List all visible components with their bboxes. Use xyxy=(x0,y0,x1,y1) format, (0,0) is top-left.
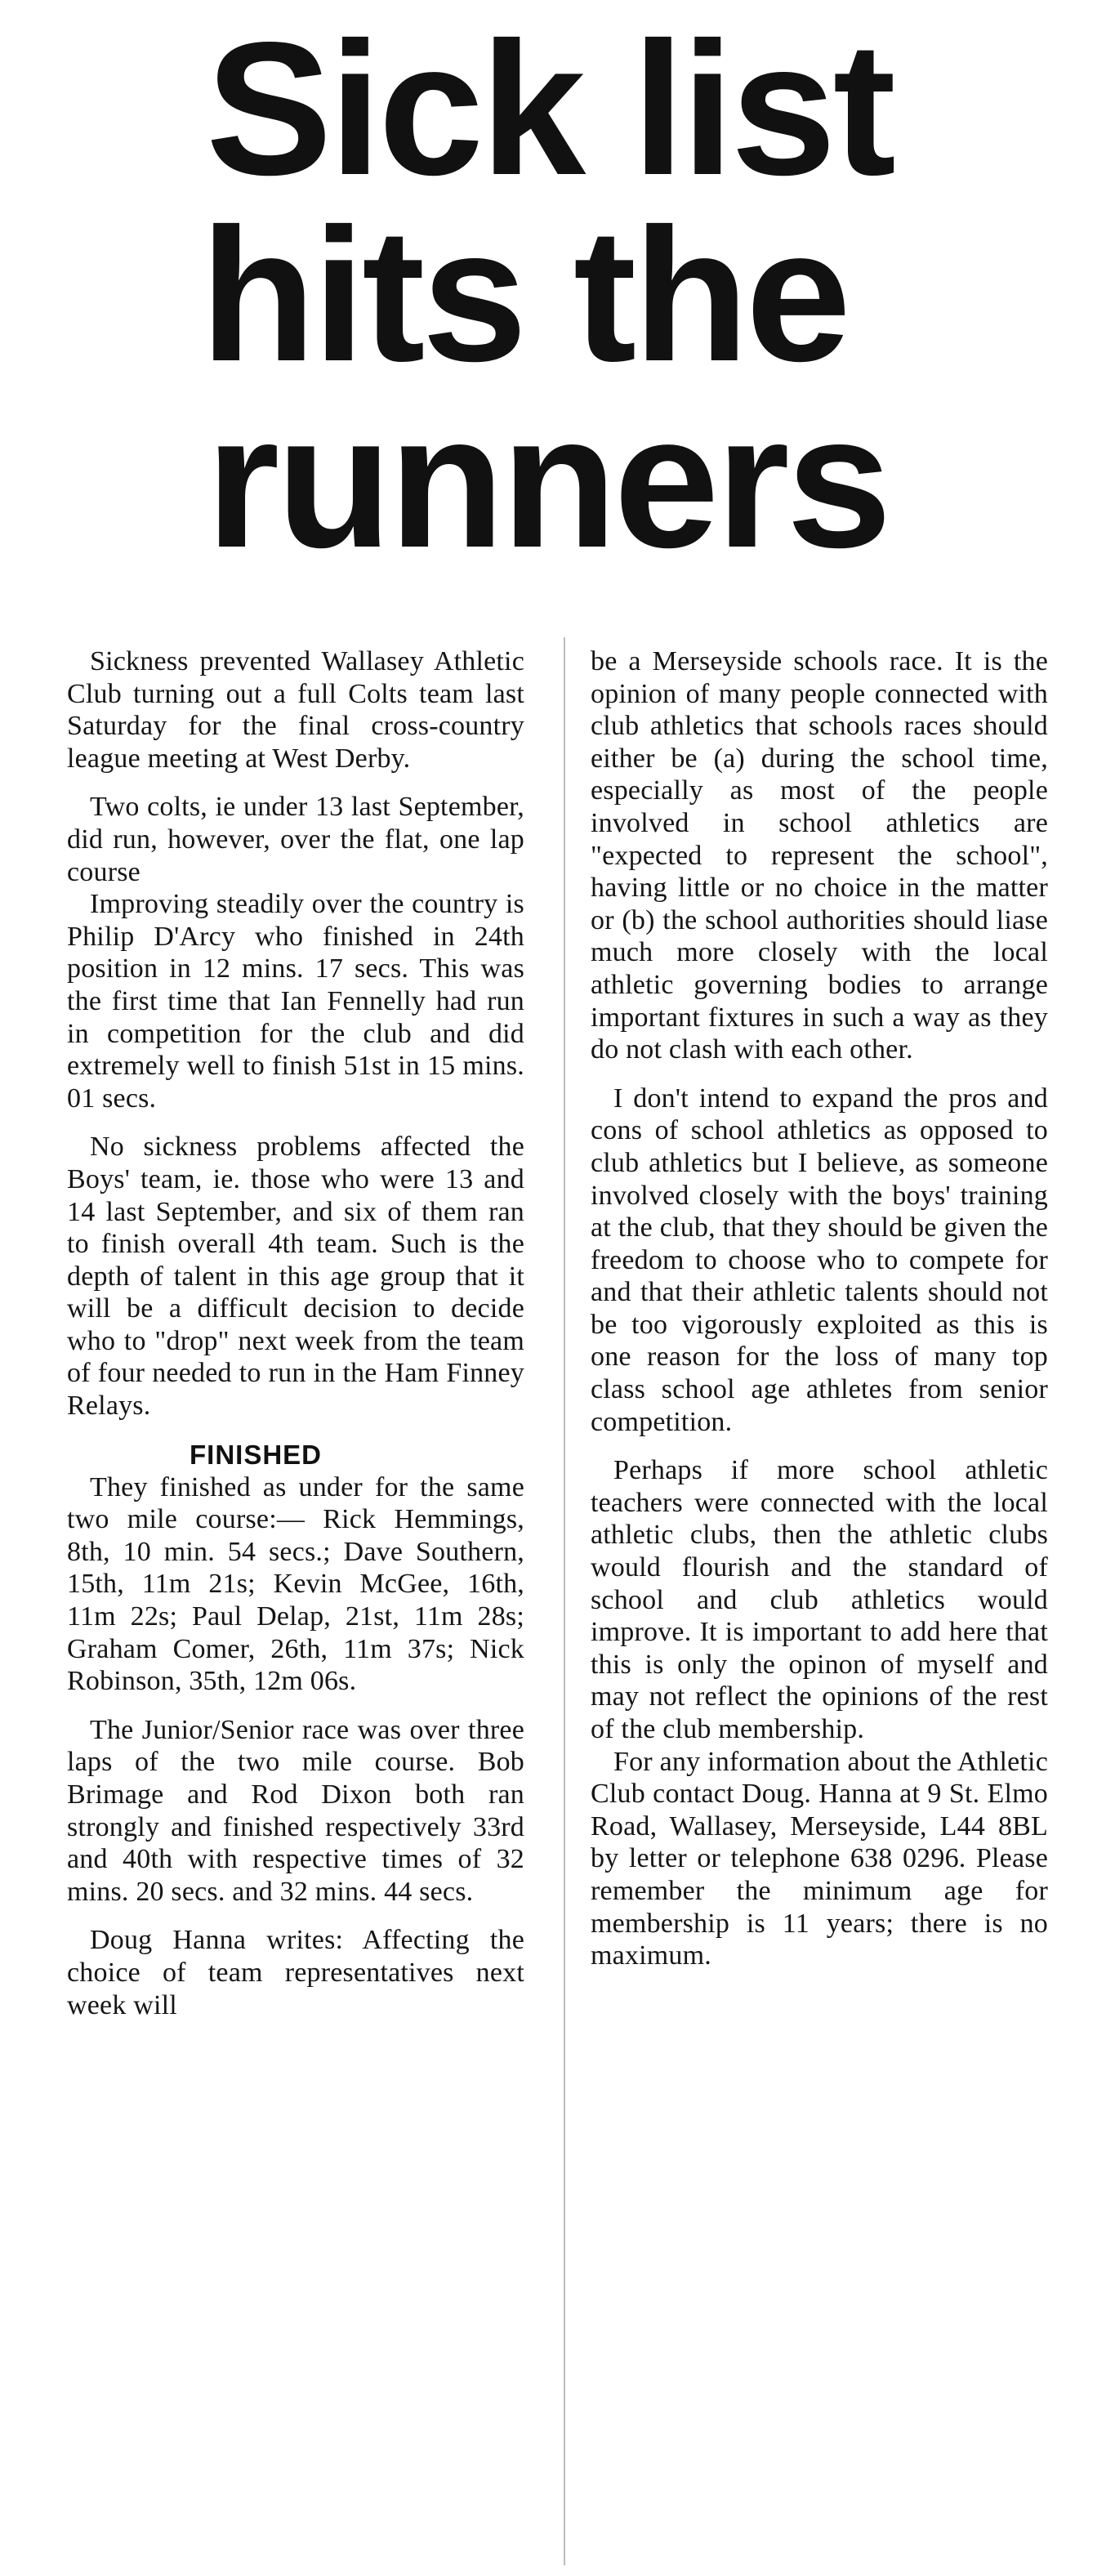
article-paragraph: The Junior/Senior race was over three laps of the two mile course. Bob Brimage and Rod Dixon both ran strongly and finished respectively 33rd and 40th with respective times of 32 mins. 20 secs. and 32 mins. 44 secs. xyxy=(67,1714,524,1907)
article-paragraph: be a Merseyside schools race. It is the opinion of many people connected with club athletics that schools races should either be (a) during the school time, especially as most of the people involved in school athletics are "expected to represent the school", having little or no choice in the matter or (b) the school authorities should liase much more closely with the local athletic governing bodies to arrange important fixtures in such a way as they do not clash with each other. xyxy=(591,646,1048,1065)
article-paragraph: They finished as under for the same two mile course:— Rick Hemmings, 8th, 10 min. 54 secs.; Dave Southern, 15th, 11m 21s; Kevin McGee, 16th, 11m 22s; Paul Delap, 21st, 11m 28s; Graham Comer, 26th, 11m 37s; Nick Robinson, 35th, 12m 06s. xyxy=(67,1471,524,1697)
article-paragraph: Improving steadily over the country is Philip D'Arcy who finished in 24th position in 12 mins. 17 secs. This was the first time that Ian Fennelly had run in competition for the club and did extremely well to finish 51st in 15 mins. 01 secs. xyxy=(67,889,524,1114)
article-paragraph: No sickness problems affected the Boys' team, ie. those who were 13 and 14 last September, and six of them ran to finish overall 4th team. Such is the depth of talent in this age group that it will be a difficult decision to decide who to "drop" next week from the team of four needed to run in the Ham Finney Relays. xyxy=(67,1132,524,1422)
column-divider xyxy=(564,637,565,2565)
right-column xyxy=(591,645,1048,1989)
subheading: FINISHED xyxy=(190,1439,323,1470)
headline xyxy=(65,3,1078,587)
headline-line-1: Sick list xyxy=(206,3,893,215)
headline-line-3: runners xyxy=(206,376,889,587)
article-paragraph: Doug Hanna writes: Affecting the choice of team representatives next week will xyxy=(67,1925,524,2020)
article-paragraph: Sickness prevented Wallasey Athletic Club turning out a full Colts team last Saturday for the final cross-country league meeting at West Derby. xyxy=(67,646,524,774)
article-paragraph: For any information about the Athletic Club contact Doug. Hanna at 9 St. Elmo Road, Wallasey, Merseyside, L44 8BL by letter or telephone 638 0296. Please remember the minimum age for membership is 11 years; there is no maximum. xyxy=(591,1746,1048,1971)
article-paragraph: I don't intend to expand the pros and cons of school athletics as opposed to club athletics but I believe, as someone involved closely with the boys' training at the club, that they should be given the freedom to choose who to compete for and that their athletic talents should not be too vigorously exploited as this is one reason for the loss of many top class school age athletes from senior competition. xyxy=(591,1083,1048,1437)
left-column xyxy=(67,645,524,2038)
headline-line-2: hits the xyxy=(200,190,848,401)
article-paragraph: Two colts, ie under 13 last September, did run, however, over the flat, one lap course xyxy=(67,792,524,887)
article-paragraph: Perhaps if more school athletic teachers were connected with the local athletic clubs, then the athletic clubs would flourish and the standard of school and club athletics would improve. It is important to add here that this is only the opinon of myself and may not reflect the opinions of the rest of the club membership. xyxy=(591,1455,1048,1744)
